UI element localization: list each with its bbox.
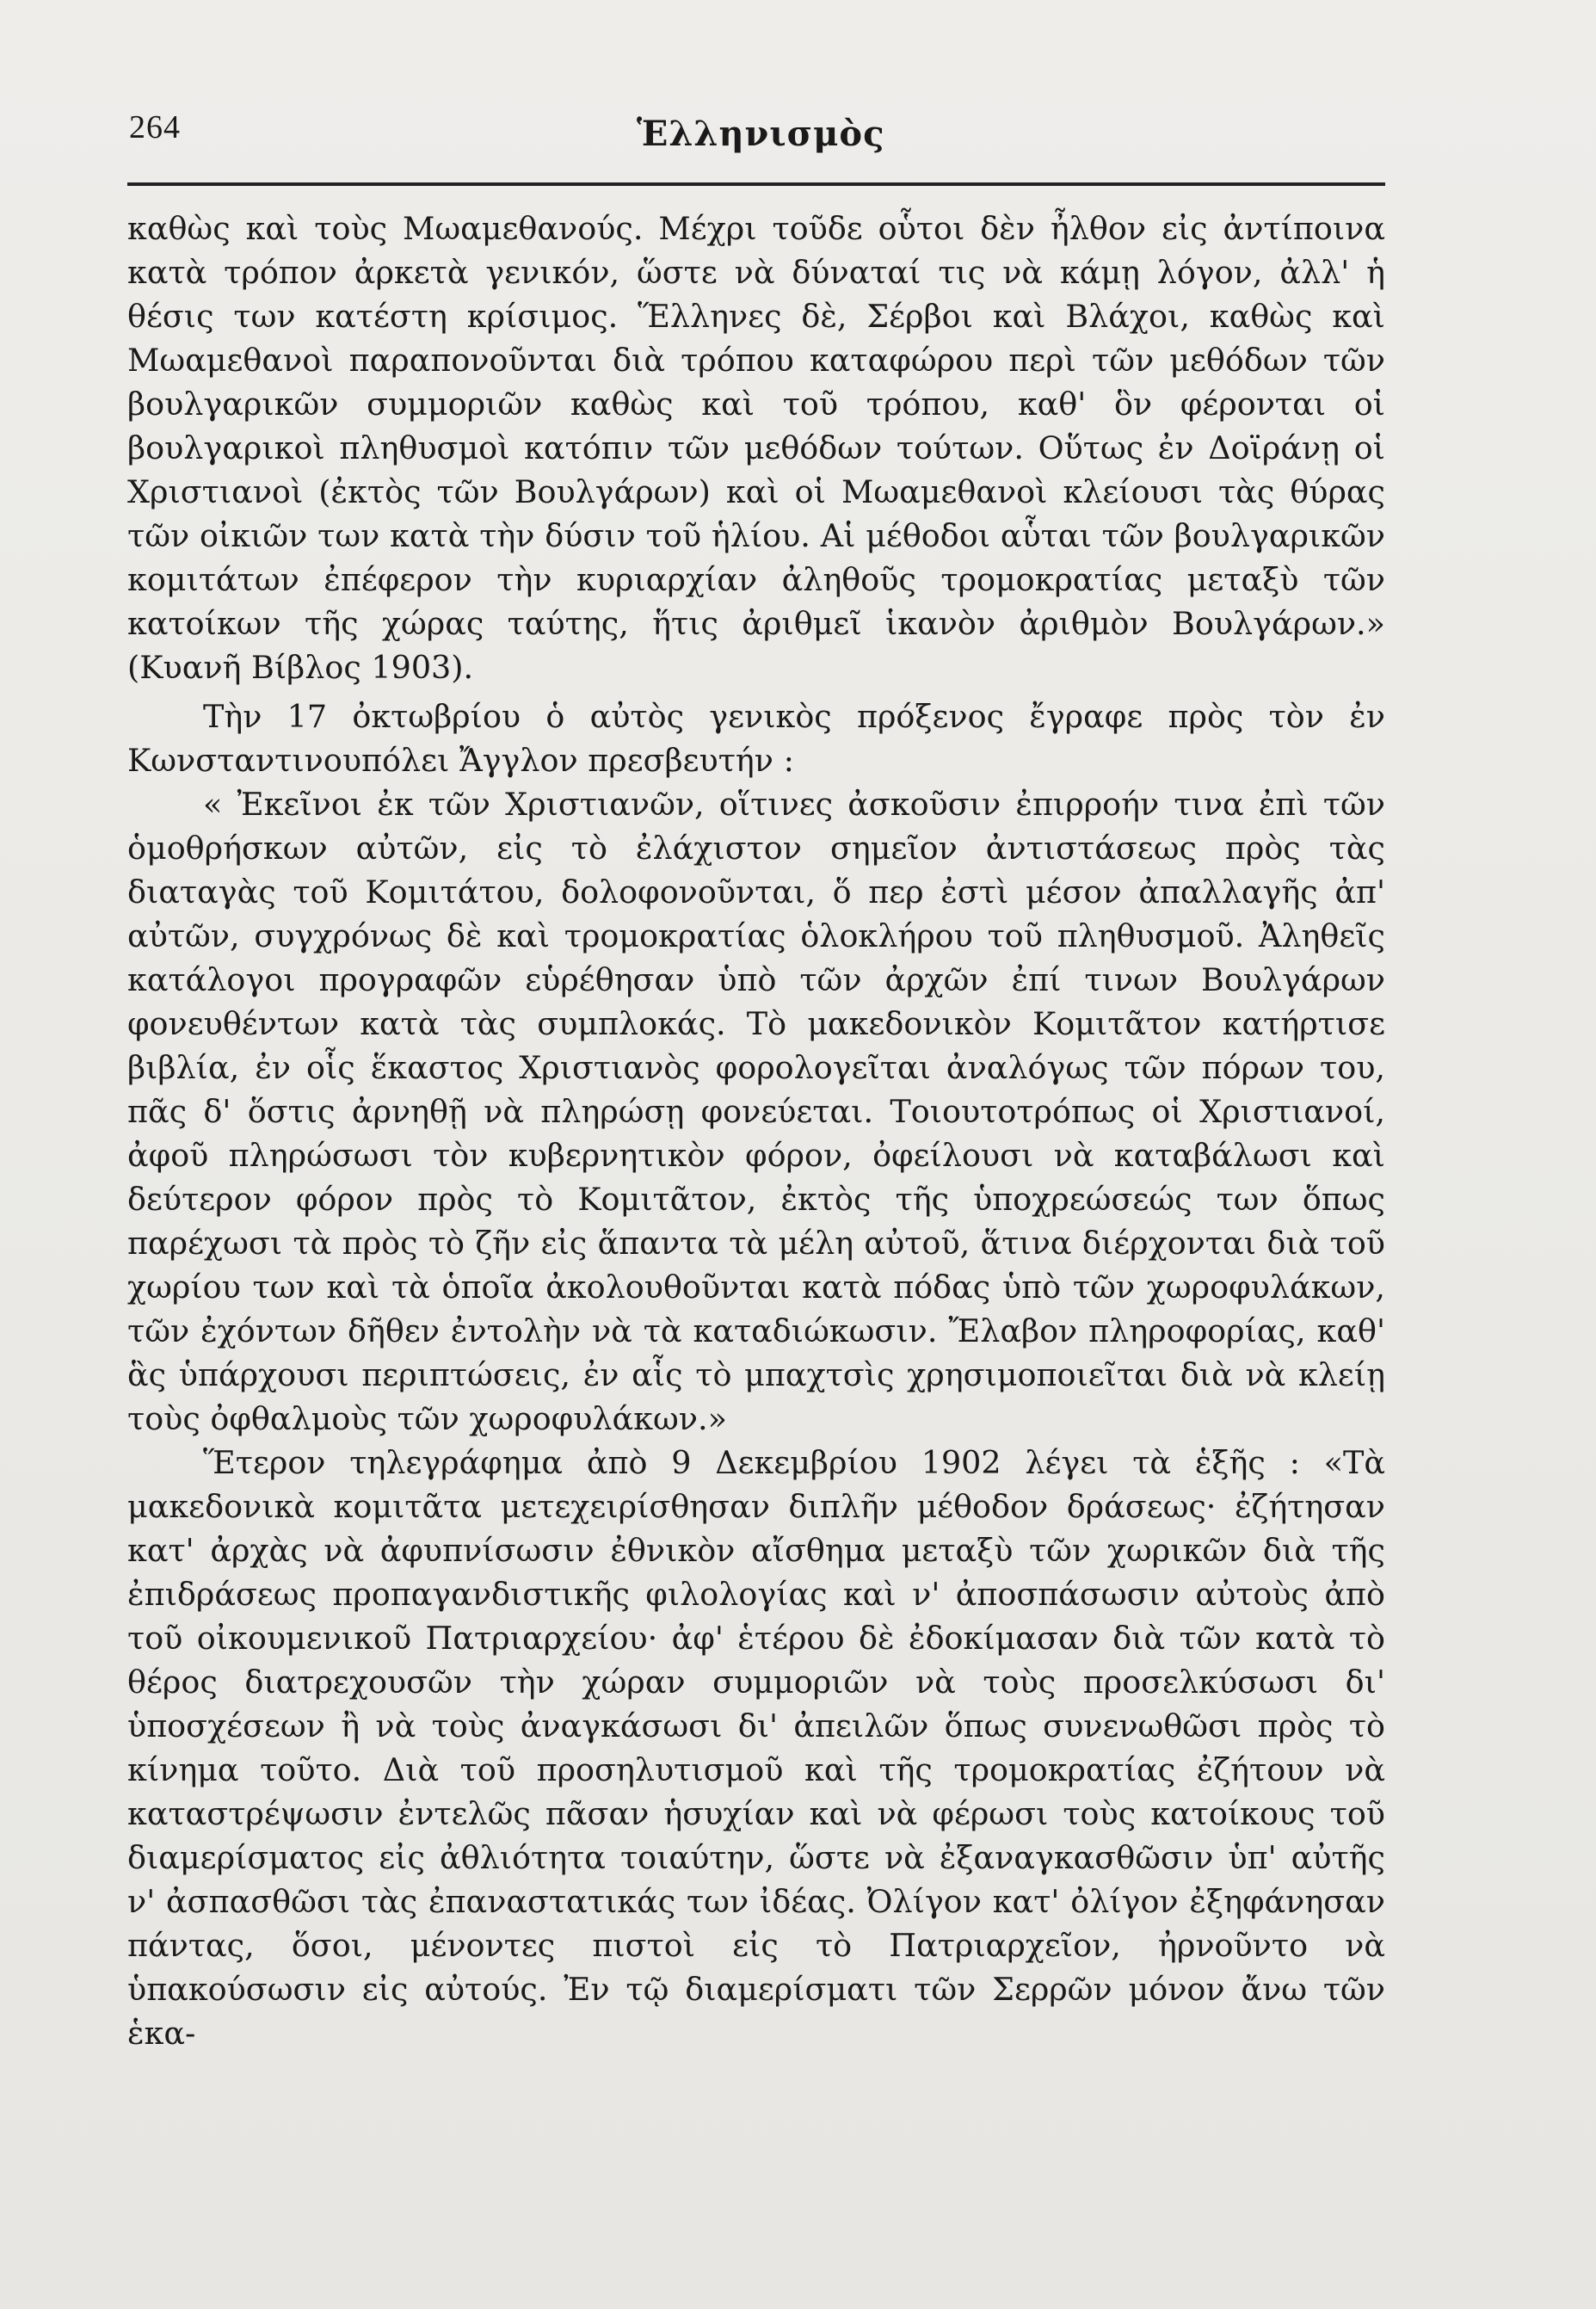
paragraph-telegram: Ἕτερον τηλεγράφημα ἀπὸ 9 Δεκεμβρίου 1902 λέγει τὰ ἑξῆς : «Τὰ μακεδονικὰ κομιτᾶτα μετεχειρίσθησαν διπλῆν μέθοδον δράσεως· ἐζήτησαν κατ' ἀρχὰς νὰ ἀφυπνίσωσιν ἐθνικὸν αἴσθημα μεταξὺ τῶν χωρικῶν διὰ τῆς ἐπιδράσεως προπαγανδιστικῆς φιλολογίας καὶ ν' ἀποσπάσωσιν αὐτοὺς ἀπὸ τοῦ οἰκουμενικοῦ Πατριαρχείου· ἀφ' ἑτέρου δὲ ἐδοκίμασαν διὰ τῶν κατὰ τὸ θέρος διατρεχουσῶν τὴν χώραν συμμοριῶν νὰ τοὺς προσελκύσωσι δι' ὑποσχέσεων ἢ νὰ τοὺς ἀναγκάσωσι δι' ἀπειλῶν ὅπως συνενωθῶσι πρὸς τὸ κίνημα τοῦτο. Διὰ τοῦ προσηλυτισμοῦ καὶ τῆς τρομοκρατίας ἐζήτουν νὰ καταστρέψωσιν ἐντελῶς πᾶσαν ἡσυχίαν καὶ νὰ φέρωσι τοὺς κατοίκους τοῦ διαμερίσματος εἰς ἀθλιότητα τοιαύτην, ὥστε νὰ ἐξαναγκασθῶσιν ὑπ' αὐτῆς ν' ἀσπασθῶσι τὰς ἐπαναστατικάς των ἰδέας. Ὀλίγον κατ' ὀλίγον ἐξηφάνησαν πάντας, ὅσοι, μένοντες πιστοὶ εἰς τὸ Πατριαρχεῖον, ἠρνοῦντο νὰ ὑπακούσωσιν εἰς αὐτούς. Ἐν τῷ διαμερίσματι τῶν Σερρῶν μόνον ἄνω τῶν ἑκα- xyxy=(127,1444,1385,2052)
paragraph-letter-intro: Τὴν 17 ὀκτωβρίου ὁ αὐτὸς γενικὸς πρόξενος ἔγραφε πρὸς τὸν ἐν Κωνσταντινουπόλει Ἄγγλον πρεσβευτήν : xyxy=(127,698,1385,779)
header-rule xyxy=(127,182,1385,186)
running-title: Ἑλληνισμὸς xyxy=(637,114,885,154)
page-header xyxy=(129,105,1385,165)
page-body xyxy=(127,207,1385,2055)
paragraph-continuation: καθὼς καὶ τοὺς Μωαμεθανούς. Μέχρι τοῦδε οὗτοι δὲν ἦλθον εἰς ἀντίποινα κατὰ τρόπον ἀρκετὰ γενικόν, ὥστε νὰ δύναταί τις νὰ κάμῃ λόγον, ἀλλ' ἡ θέσις των κατέστη κρίσιμος. Ἕλληνες δὲ, Σέρβοι καὶ Βλάχοι, καθὼς καὶ Μωαμεθανοὶ παραπονοῦνται διὰ τρόπου καταφώρου περὶ τῶν μεθόδων τῶν βουλγαρικῶν συμμοριῶν καθὼς καὶ τοῦ τρόπου, καθ' ὃν φέρονται οἱ βουλγαρικοὶ πληθυσμοὶ κατόπιν τῶν μεθόδων τούτων. Οὕτως ἐν Δοϊράνῃ οἱ Χριστιανοὶ (ἐκτὸς τῶν Βουλγάρων) καὶ οἱ Μωαμεθανοὶ κλείουσι τὰς θύρας τῶν οἰκιῶν των κατὰ τὴν δύσιν τοῦ ἡλίου. Αἱ μέθοδοι αὗται τῶν βουλγαρικῶν κομιτάτων ἐπέφερον τὴν κυριαρχίαν ἀληθοῦς τρομοκρατίας μεταξὺ τῶν κατοίκων τῆς χώρας ταύτης, ἥτις ἀριθμεῖ ἱκανὸν ἀριθμὸν Βουλγάρων.» (Κυανῆ Βίβλος 1903). xyxy=(127,210,1385,686)
paragraph-quoted-letter: « Ἐκεῖνοι ἐκ τῶν Χριστιανῶν, οἵτινες ἀσκοῦσιν ἐπιρροήν τινα ἐπὶ τῶν ὁμοθρήσκων αὐτῶν, εἰς τὸ ἐλάχιστον σημεῖον ἀντιστάσεως πρὸς τὰς διαταγὰς τοῦ Κομιτάτου, δολοφονοῦνται, ὅ περ ἐστὶ μέσον ἀπαλλαγῆς ἀπ' αὐτῶν, συγχρόνως δὲ καὶ τρομοκρατίας ὁλοκλήρου τοῦ πληθυσμοῦ. Ἀληθεῖς κατάλογοι προγραφῶν εὑρέθησαν ὑπὸ τῶν ἀρχῶν ἐπί τινων Βουλγάρων φονευθέντων κατὰ τὰς συμπλοκάς. Τὸ μακεδονικὸν Κομιτᾶτον κατήρτισε βιβλία, ἐν οἷς ἕκαστος Χριστιανὸς φορολογεῖται ἀναλόγως τῶν πόρων του, πᾶς δ' ὅστις ἀρνηθῇ νὰ πληρώσῃ φονεύεται. Τοιουτοτρόπως οἱ Χριστιανοί, ἀφοῦ πληρώσωσι τὸν κυβερνητικὸν φόρον, ὀφείλουσι νὰ καταβάλωσι καὶ δεύτερον φόρον πρὸς τὸ Κομιτᾶτον, ἐκτὸς τῆς ὑποχρεώσεώς των ὅπως παρέχωσι τὰ πρὸς τὸ ζῆν εἰς ἅπαντα τὰ μέλη αὐτοῦ, ἅτινα διέρχονται διὰ τοῦ χωρίου των καὶ τὰ ὁποῖα ἀκολουθοῦνται κατὰ πόδας ὑπὸ τῶν χωροφυλάκων, τῶν ἐχόντων δῆθεν ἐντολὴν νὰ τὰ καταδιώκωσιν. Ἔλαβον πληροφορίας, καθ' ἃς ὑπάρχουσι περιπτώσεις, ἐν αἷς τὸ μπαχτσὶς χρησιμοποιεῖται διὰ νὰ κλείῃ τοὺς ὀφθαλμοὺς τῶν χωροφυλάκων.» xyxy=(127,786,1385,1437)
page-number: 264 xyxy=(129,109,181,145)
